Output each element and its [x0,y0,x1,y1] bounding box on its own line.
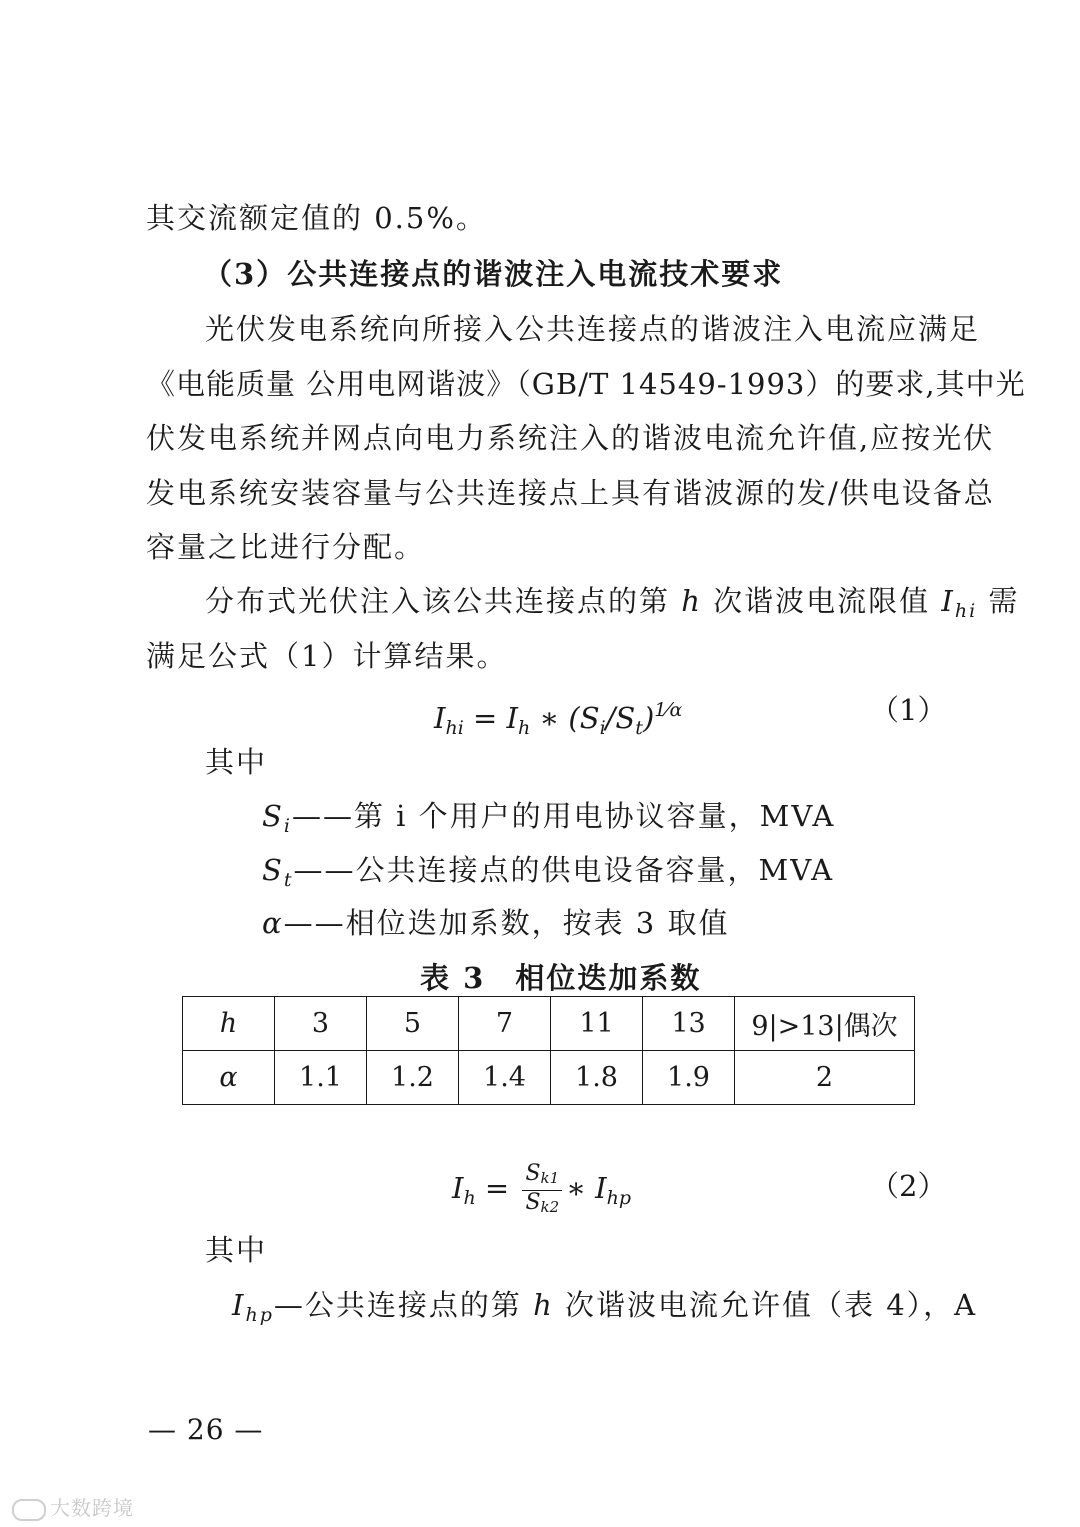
paragraph-2-line-1 [205,581,1019,631]
paragraph-1-line-2: 《电能质量 公用电网谐波》（GB/T 14549-1993）的要求,其中光 [146,367,1026,401]
def-text: 次谐波电流允许值（表 4），A [565,1288,978,1322]
table-cell: 1.8 [551,1051,643,1105]
eq-symbol: ∗ (S [530,701,600,735]
table-cell: 7 [459,997,551,1051]
table-caption [420,958,701,998]
table-cell: 1.1 [275,1051,367,1105]
table-cell: α [183,1051,275,1105]
eq-subscript: k2 [540,1197,560,1216]
watermark-logo-icon [12,1499,46,1521]
eq-symbol: I [434,701,446,735]
subscript-hi: hi [954,600,978,622]
table-cell: 2 [735,1051,915,1105]
table-cell: 5 [367,997,459,1051]
equation-2-number: （2） [870,1169,947,1203]
watermark [12,1492,134,1521]
watermark-text: 大数跨境 [50,1496,134,1520]
text-segment: 需 [988,584,1020,618]
table-row [183,997,915,1051]
table-cell: 3 [275,997,367,1051]
paragraph-1-line-1: 光伏发电系统向所接入公共连接点的谐波注入电流应满足 [205,312,981,346]
variable-h: h [533,1288,554,1322]
paragraph-1-line-3: 伏发电系统并网点向电力系统注入的谐波电流允许值,应按光伏 [146,421,995,455]
table-caption-text: 相位迭加系数 [515,961,702,995]
equation-1 [434,690,682,748]
def-symbol: I [232,1288,246,1322]
definition-si [262,796,835,846]
eq-subscript: hi [445,717,464,739]
heading-number: （3） [203,257,288,291]
eq-exponent: 1⁄α [654,699,683,721]
table-cell: 11 [551,997,643,1051]
variable-I: I [941,584,955,618]
variable-h: h [681,584,702,618]
eq-symbol: /S [605,701,636,735]
eq-symbol: = I [463,701,518,735]
def-text: ——第 i 个用户的用电协议容量，MVA [291,799,836,833]
definition-alpha [262,903,729,943]
def-text: ——相位迭加系数，按表 3 取值 [283,906,730,940]
paragraph-1-line-4: 发电系统安装容量与公共连接点上具有谐波源的发/供电设备总 [146,476,995,510]
where-label-2: 其中 [205,1233,268,1267]
eq-symbol: ∗ I [566,1171,607,1205]
def-symbol: α [262,906,284,940]
equation-2 [452,1158,631,1228]
definition-st [262,850,834,900]
eq-symbol: I [452,1171,464,1205]
def-symbol: S [262,853,284,887]
def-subscript: i [283,815,292,837]
table-cell: 9|>13|偶次 [735,997,915,1051]
text-segment: 分布式光伏注入该公共连接点的第 [205,584,671,618]
equation-1-number: （1） [870,693,947,727]
def-text: ——公共连接点的供电设备容量，MVA [293,853,835,887]
table-cell: h [183,997,275,1051]
def-subscript: hp [245,1304,274,1326]
phase-coefficient-table [182,996,915,1105]
section-heading [203,254,783,294]
def-symbol: S [262,799,284,833]
page-number: — 26 — [148,1413,264,1446]
eq-subscript: hp [606,1187,631,1209]
eq-symbol: ) [642,701,655,735]
table-cell: 1.2 [367,1051,459,1105]
eq-symbol: S [525,1189,541,1215]
eq-symbol: S [525,1160,541,1186]
where-label: 其中 [205,745,268,779]
paragraph-continuation: 其交流额定值的 0.5%。 [146,201,487,235]
table-cell: 1.9 [643,1051,735,1105]
def-text: —公共连接点的第 [273,1288,522,1322]
eq-subscript: h [463,1187,476,1209]
definition-ihp [232,1285,977,1335]
fraction-denominator [522,1191,562,1219]
text-segment: 次谐波电流限值 [713,584,931,618]
eq-subscript: h [518,717,531,739]
fraction-numerator [522,1162,562,1191]
eq-subscript: i [599,717,606,739]
table-cell: 13 [643,997,735,1051]
eq-subscript: k1 [540,1168,560,1187]
table-cell: 1.4 [459,1051,551,1105]
eq-fraction [522,1162,562,1219]
heading-text: 公共连接点的谐波注入电流技术要求 [287,257,784,291]
table-caption-number: 表 3 [420,961,486,995]
table-row [183,1051,915,1105]
paragraph-1-line-5: 容量之比进行分配。 [146,530,426,564]
eq-symbol: = [475,1171,510,1205]
paragraph-2-line-2: 满足公式（1）计算结果。 [146,639,508,673]
def-subscript: t [283,869,294,891]
eq-subscript: t [635,717,643,739]
